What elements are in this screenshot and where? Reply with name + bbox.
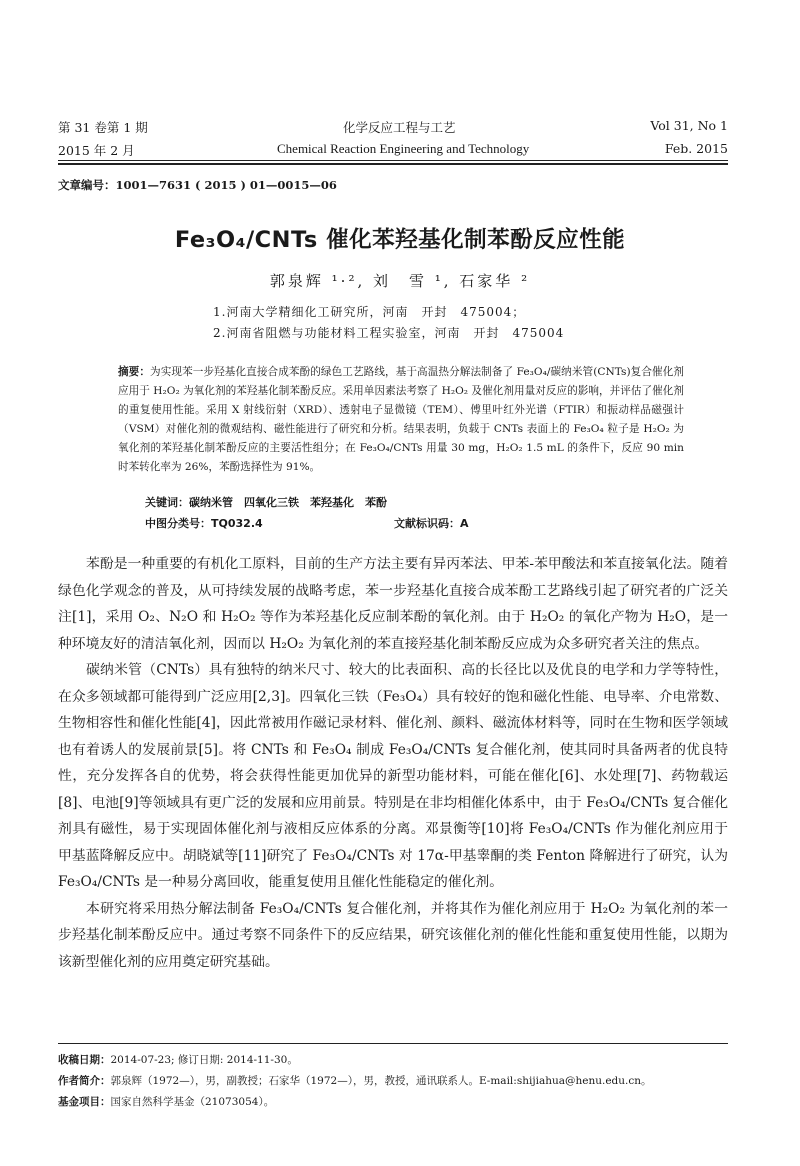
dates-label: 收稿日期： bbox=[58, 1054, 111, 1066]
journal-name-cn: 化学反应工程与工艺 bbox=[343, 120, 456, 135]
keywords-label: 关键词： bbox=[145, 496, 189, 509]
header-date-cn: 2015 年 2 月 bbox=[58, 143, 135, 158]
body-paragraph-3: 本研究将采用热分解法制备 Fe₃O₄/CNTs 复合催化剂，并将其作为催化剂应用于 H₂O₂ 为氧化剂的苯一步羟基化制苯酚反应中。通过考察不同条件下的反应结果，研究该催化剂的催化性能和重复使用性能，以期为该新型催化剂的应用奠定研究基础。 bbox=[58, 900, 728, 970]
header-vol-no: Vol 31, No 1 bbox=[650, 118, 728, 133]
abstract bbox=[118, 363, 684, 477]
document-code bbox=[394, 515, 469, 531]
body-text bbox=[58, 551, 728, 975]
body-paragraph-1: 苯酚是一种重要的有机化工原料，目前的生产方法主要有异丙苯法、甲苯-苯甲酸法和苯直接氧化法。随着绿色化学观念的普及，从可持续发展的战略考虑，苯一步羟基化直接合成苯酚工艺路线引起了研究者的广泛关注[1]，采用 O₂、N₂O 和 H₂O₂ 等作为苯羟基化反应制苯酚的氧化剂。由于 H₂O₂ 的氧化产物为 H₂O，是一种环境友好的清洁氧化剂，因而以 H₂O₂ 为氧化剂的苯直接羟基化制苯酚反应成为众多研究者关注的焦点。 bbox=[58, 556, 728, 652]
clc-label: 中图分类号： bbox=[145, 517, 211, 530]
abstract-text: 为实现苯一步羟基化直接合成苯酚的绿色工艺路线，基于高温热分解法制备了 Fe₃O₄/碳纳米管(CNTs)复合催化剂应用于 H₂O₂ 为氧化剂的苯羟基化制苯酚反应。采用单因素法考察了 H₂O₂ 及催化剂用量对反应的影响，并评估了催化剂的重复使用性能。采用 X 射线衍射（XRD）、透射电子显微镜（TEM）、傅里叶红外光谱（FTIR）和振动样品磁强计（VSM）对催化剂的微观结构、磁性能进行了研究和分析。结果表明，负载于 CNTs 表面上的 Fe₃O₄ 粒子是 H₂O₂ 为氧化剂的苯羟基化制苯酚反应的主要活性组分；在 Fe₃O₄/CNTs 用量 30 mg，H₂O₂ 1.5 mL 的条件下，反应 90 min 时苯转化率为 26%，苯酚选择性为 91%。 bbox=[118, 366, 684, 473]
fund-label: 基金项目： bbox=[58, 1096, 111, 1108]
header-date-en: Feb. 2015 bbox=[664, 141, 728, 156]
author-list: 郭泉辉 ¹·², 刘 雪 ¹, 石家华 ² bbox=[269, 272, 531, 290]
footnote-authors bbox=[58, 1073, 652, 1088]
clc-number bbox=[145, 515, 263, 531]
abstract-label: 摘要： bbox=[118, 366, 151, 378]
fund-text: 国家自然科学基金（21073054）。 bbox=[110, 1096, 275, 1108]
header-rule-thin bbox=[58, 160, 728, 161]
dates-text: 2014-07-23; 修订日期: 2014-11-30。 bbox=[110, 1054, 298, 1066]
keywords bbox=[145, 494, 387, 510]
header-rule-thick bbox=[58, 163, 728, 165]
footnote-dates bbox=[58, 1052, 298, 1067]
affiliation-2: 2.河南省阻燃与功能材料工程实验室，河南 开封 475004 bbox=[213, 326, 565, 340]
doc-code-label: 文献标识码： bbox=[394, 517, 460, 530]
doc-code-text: A bbox=[460, 517, 469, 530]
author-bio-label: 作者简介： bbox=[58, 1075, 111, 1087]
keywords-text: 碳纳米管 四氧化三铁 苯羟基化 苯酚 bbox=[189, 496, 387, 509]
article-number: 文章编号：1001—7631 ( 2015 ) 01—0015—06 bbox=[58, 178, 337, 192]
author-bio-text: 郭泉辉（1972—），男，副教授；石家华（1972—），男，教授，通讯联系人。E-mail:shijiahua@henu.edu.cn。 bbox=[110, 1075, 652, 1087]
paper-title: Fe₃O₄/CNTs 催化苯羟基化制苯酚反应性能 bbox=[174, 227, 626, 253]
header-volume-issue: 第 31 卷第 1 期 bbox=[58, 120, 148, 135]
body-paragraph-2: 碳纳米管（CNTs）具有独特的纳米尺寸、较大的比表面积、高的长径比以及优良的电学和力学等特性，在众多领域都可能得到广泛应用[2,3]。四氧化三铁（Fe₃O₄）具有较好的饱和磁化性能、电导率、介电常数、生物相容性和催化性能[4]，因此常被用作磁记录材料、催化剂、颜料、磁流体材料等，同时在生物和医学领域也有着诱人的发展前景[5]。将 CNTs 和 Fe₃O₄ 制成 Fe₃O₄/CNTs 复合催化剂，使其同时具备两者的优良特性，充分发挥各自的优势，将会获得性能更加优异的新型功能材料，可能在催化[6]、水处理[7]、药物载运[8]、电池[9]等领域具有更广泛的发展和应用前景。特别是在非均相催化体系中，由于 Fe₃O₄/CNTs 复合催化剂具有磁性，易于实现固体催化剂与液相反应体系的分离。邓景衡等[10]将 Fe₃O₄/CNTs 作为催化剂应用于甲基蓝降解反应中。胡晓斌等[11]研究了 Fe₃O₄/CNTs 对 17α-甲基睾酮的类 Fenton 降解进行了研究，认为 Fe₃O₄/CNTs 是一种易分离回收，能重复使用且催化性能稳定的催化剂。 bbox=[58, 662, 728, 890]
affiliation-1: 1.河南大学精细化工研究所，河南 开封 475004； bbox=[213, 305, 526, 319]
clc-text: TQ032.4 bbox=[211, 517, 263, 530]
footnote-rule bbox=[58, 1043, 728, 1044]
footnote-fund bbox=[58, 1094, 274, 1109]
journal-name-en: Chemical Reaction Engineering and Technology bbox=[277, 141, 530, 156]
